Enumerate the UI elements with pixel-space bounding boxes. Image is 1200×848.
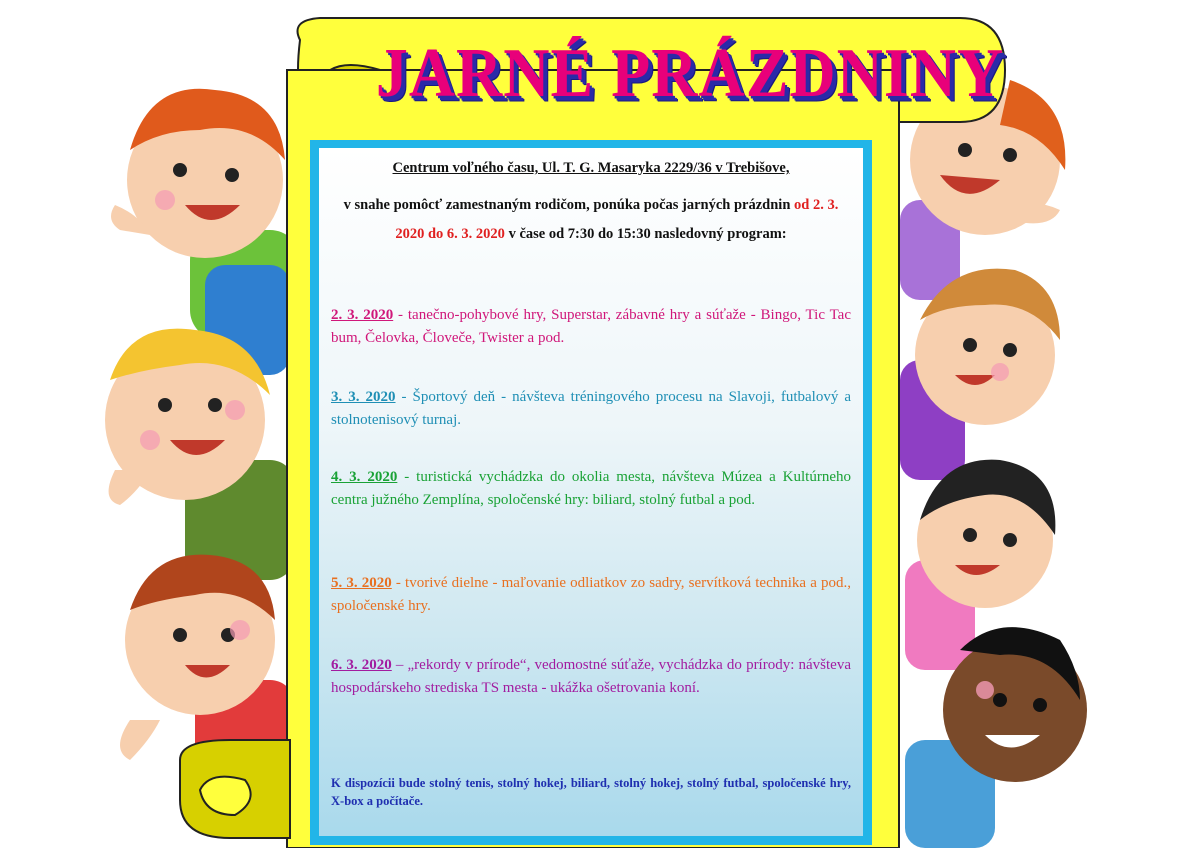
day-item [331, 572, 851, 618]
intro-text [331, 191, 851, 249]
right-kids-illustration [900, 80, 1087, 848]
intro-part2: v čase od 7:30 do 15:30 nasledovný program: [508, 226, 787, 242]
day-date: 2. 3. 2020 [331, 307, 394, 323]
day-item [331, 386, 851, 432]
intro-part1: v snahe pomôcť zamestnaným rodičom, ponúka počas jarných prázdnin [343, 197, 791, 213]
title-text: JARNÉ PRÁZDNINY [375, 33, 1005, 112]
day-text: – „rekordy v prírode“, vedomostné súťaže, vychádzka do prírody: návšteva hospodárskeho strediska TS mesta - ukážka ošetrovania koní. [331, 657, 852, 696]
left-kids-illustration [105, 89, 300, 790]
day-text: - tanečno-pohybové hry, Superstar, zábavné hry a súťaže - Bingo, Tic Tac bum, Čelovka, Človeče, Twister a pod. [331, 307, 851, 346]
day-date: 5. 3. 2020 [331, 575, 392, 591]
day-item [331, 304, 851, 350]
program-panel [319, 148, 863, 836]
intro-dates: od 2. 3. 2020 do 6. 3. 2020 [395, 197, 839, 242]
day-date: 6. 3. 2020 [331, 657, 392, 673]
organizer-header: Centrum voľného času, Ul. T. G. Masaryka 2229/36 v Trebišove, [392, 160, 790, 176]
day-item [331, 654, 851, 700]
day-text: - turistická vychádzka do okolia mesta, návšteva Múzea a Kultúrneho centra južného Zemplína, spoločenské hry: biliard, stolný futbal a pod. [331, 469, 851, 508]
page-title [370, 28, 1010, 118]
amenities-note: K dispozícii bude stolný tenis, stolný hokej, biliard, stolný hokej, stolný futbal, spoločenské hry, X-box a počítače. [331, 776, 851, 808]
day-date: 4. 3. 2020 [331, 469, 398, 485]
day-date: 3. 3. 2020 [331, 389, 396, 405]
day-item [331, 466, 851, 512]
day-text: - Športový deň - návšteva tréningového procesu na Slavoji, futbalový a stolnotenisový turnaj. [331, 389, 852, 428]
day-text: - tvorivé dielne - maľovanie odliatkov zo sadry, servítková technika a pod., spoločenské hry. [331, 575, 851, 614]
